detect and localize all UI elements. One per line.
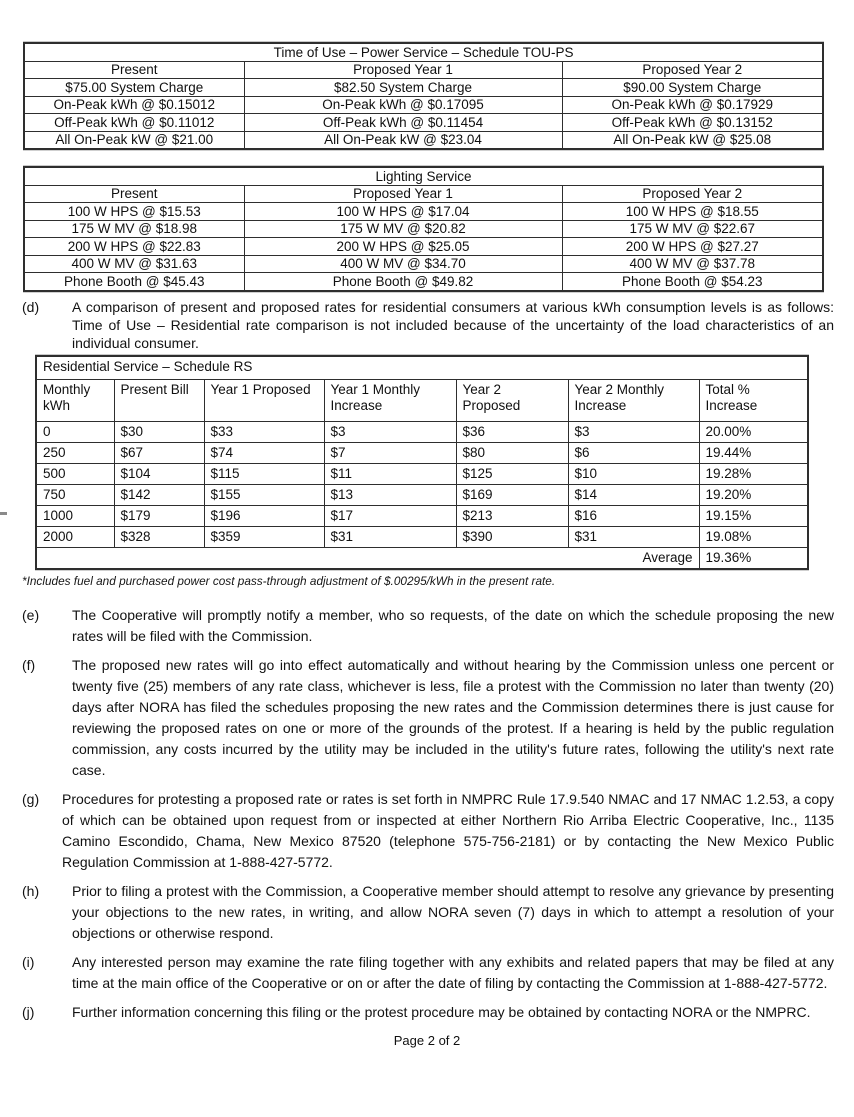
table-cell: 400 W MV @ $31.63 — [24, 255, 244, 273]
table-cell: $7 — [324, 442, 456, 463]
table-cell: $142 — [114, 484, 204, 505]
table-cell: $33 — [204, 421, 324, 442]
column-header: Year 2 Monthly Increase — [568, 379, 699, 421]
paragraph-label: (d) — [22, 298, 40, 315]
table-cell: $31 — [568, 526, 699, 547]
table-cell: 0 — [36, 421, 114, 442]
table-cell: 2000 — [36, 526, 114, 547]
paragraph-text: Procedures for protesting a proposed rate or rates is set forth in NMPRC Rule 17.9.540 NMAC and 17 NMAC 1.2.53, a copy of which can be obtained upon request from or inspected at either Northern Rio Arriba Electric Cooperative, Inc., 1135 Camino Escondido, Chama, New Mexico 87520 (telephone 575-756-2181) or by contacting the New Mexico Public Regulation Commission at 1-888-427-5772. — [62, 790, 834, 870]
table-cell: $31 — [324, 526, 456, 547]
table-cell: 20.00% — [699, 421, 808, 442]
table-cell: $74 — [204, 442, 324, 463]
table-row — [24, 96, 823, 114]
page-number: Page 2 of 2 — [393, 1032, 461, 1048]
table-cell: 19.20% — [699, 484, 808, 505]
table-row — [24, 273, 823, 291]
column-header: Proposed Year 2 — [562, 185, 823, 203]
table-row — [36, 442, 808, 463]
table-cell: 200 W HPS @ $25.05 — [244, 238, 562, 256]
table-cell: 19.28% — [699, 463, 808, 484]
table-cell: $75.00 System Charge — [24, 79, 244, 97]
table-cell: 100 W HPS @ $17.04 — [244, 203, 562, 221]
table-cell: $390 — [456, 526, 568, 547]
column-header: Proposed Year 2 — [562, 61, 823, 79]
table-row — [24, 255, 823, 273]
average-label: Average — [36, 547, 699, 569]
table-cell: 1000 — [36, 505, 114, 526]
table-cell: Phone Booth @ $49.82 — [244, 273, 562, 291]
table-cell: On-Peak kWh @ $0.15012 — [24, 96, 244, 114]
paragraph-h — [22, 881, 834, 944]
table-cell: 19.44% — [699, 442, 808, 463]
table-cell: 400 W MV @ $34.70 — [244, 255, 562, 273]
table-header-row — [36, 379, 808, 421]
table-row — [36, 421, 808, 442]
paragraph-text: Further information concerning this filing or the protest procedure may be obtained by contacting NORA or the NMPRC. — [72, 1003, 811, 1020]
paragraph-text: The Cooperative will promptly notify a member, who so requests, of the date on which the schedule proposing the new rates will be filed with the Commission. — [72, 606, 834, 644]
table-cell: $359 — [204, 526, 324, 547]
table-footnote: *Includes fuel and purchased power cost pass-through adjustment of $.00295/kWh in the present rate. — [22, 573, 556, 588]
table-cell: $30 — [114, 421, 204, 442]
paragraph-label: (j) — [22, 1003, 35, 1020]
table-cell: $6 — [568, 442, 699, 463]
column-header: Proposed Year 1 — [244, 61, 562, 79]
table-cell: Phone Booth @ $54.23 — [562, 273, 823, 291]
table-title: Time of Use – Power Service – Schedule TOU-PS — [24, 43, 823, 61]
table-row — [24, 238, 823, 256]
column-header: Year 1 Monthly Increase — [324, 379, 456, 421]
paragraph-e — [22, 605, 834, 647]
table-cell: $80 — [456, 442, 568, 463]
table-cell: $155 — [204, 484, 324, 505]
table-cell: $3 — [568, 421, 699, 442]
paragraph-g — [22, 789, 834, 873]
table-row — [36, 463, 808, 484]
table-cell: $196 — [204, 505, 324, 526]
table-title: Residential Service – Schedule RS — [36, 356, 808, 380]
table-cell: Off-Peak kWh @ $0.11454 — [244, 114, 562, 132]
table-cell: 175 W MV @ $22.67 — [562, 220, 823, 238]
average-value: 19.36% — [699, 547, 808, 569]
table-title: Lighting Service — [24, 167, 823, 185]
table-cell: 750 — [36, 484, 114, 505]
table-cell: 19.08% — [699, 526, 808, 547]
table-cell: 175 W MV @ $20.82 — [244, 220, 562, 238]
table-cell: All On-Peak kW @ $21.00 — [24, 131, 244, 149]
table-row — [24, 131, 823, 149]
table-row — [36, 526, 808, 547]
table-cell: 200 W HPS @ $22.83 — [24, 238, 244, 256]
table-row — [24, 79, 823, 97]
table-row — [36, 484, 808, 505]
table-title-row — [36, 356, 808, 380]
table-row — [24, 220, 823, 238]
column-header: Present — [24, 61, 244, 79]
table-cell: 100 W HPS @ $18.55 — [562, 203, 823, 221]
table-cell: On-Peak kWh @ $0.17095 — [244, 96, 562, 114]
table-cell: $213 — [456, 505, 568, 526]
table-cell: All On-Peak kW @ $25.08 — [562, 131, 823, 149]
table-cell: 400 W MV @ $37.78 — [562, 255, 823, 273]
paragraph-label: (e) — [22, 606, 40, 623]
paragraph-i — [22, 952, 834, 994]
table-title-row — [24, 43, 823, 61]
table-cell: $104 — [114, 463, 204, 484]
lighting-table — [23, 166, 824, 292]
table-header-row — [24, 61, 823, 79]
table-cell: $179 — [114, 505, 204, 526]
table-cell: $115 — [204, 463, 324, 484]
paragraph-label: (g) — [22, 790, 40, 807]
paragraph-label: (f) — [22, 656, 36, 673]
table-row — [24, 114, 823, 132]
paragraph-d — [22, 298, 834, 352]
table-cell: $11 — [324, 463, 456, 484]
tou-ps-table — [23, 42, 824, 150]
residential-table — [35, 355, 809, 570]
paragraph-label: (h) — [22, 882, 40, 899]
table-cell: $10 — [568, 463, 699, 484]
column-header: Present Bill — [114, 379, 204, 421]
table-cell: $82.50 System Charge — [244, 79, 562, 97]
table-title-row — [24, 167, 823, 185]
paragraph-text: Any interested person may examine the rate filing together with any exhibits and related papers that may be filed at any time at the main office of the Cooperative or on or after the date of filing by contacting the Commission at 1-888-427-5772. — [72, 953, 834, 991]
paragraph-j — [22, 1002, 834, 1023]
average-row — [36, 547, 808, 569]
table-cell: 100 W HPS @ $15.53 — [24, 203, 244, 221]
table-cell: $17 — [324, 505, 456, 526]
column-header: Present — [24, 185, 244, 203]
table-cell: $169 — [456, 484, 568, 505]
table-cell: All On-Peak kW @ $23.04 — [244, 131, 562, 149]
scan-artifact-mark — [0, 512, 7, 515]
table-cell: $90.00 System Charge — [562, 79, 823, 97]
column-header: Year 2 Proposed — [456, 379, 568, 421]
table-cell: 19.15% — [699, 505, 808, 526]
column-header: Monthly kWh — [36, 379, 114, 421]
paragraph-label: (i) — [22, 953, 35, 970]
table-cell: Off-Peak kWh @ $0.11012 — [24, 114, 244, 132]
table-cell: 500 — [36, 463, 114, 484]
table-cell: On-Peak kWh @ $0.17929 — [562, 96, 823, 114]
table-cell: 200 W HPS @ $27.27 — [562, 238, 823, 256]
column-header: Year 1 Proposed — [204, 379, 324, 421]
column-header: Proposed Year 1 — [244, 185, 562, 203]
table-row — [24, 203, 823, 221]
table-cell: $14 — [568, 484, 699, 505]
table-cell: Off-Peak kWh @ $0.13152 — [562, 114, 823, 132]
table-row — [36, 505, 808, 526]
table-cell: 175 W MV @ $18.98 — [24, 220, 244, 238]
paragraph-f — [22, 655, 834, 781]
table-header-row — [24, 185, 823, 203]
column-header: Total % Increase — [699, 379, 808, 421]
table-cell: $16 — [568, 505, 699, 526]
table-cell: $328 — [114, 526, 204, 547]
table-cell: Phone Booth @ $45.43 — [24, 273, 244, 291]
table-cell: $36 — [456, 421, 568, 442]
table-cell: 250 — [36, 442, 114, 463]
table-cell: $13 — [324, 484, 456, 505]
paragraph-text: Prior to filing a protest with the Commission, a Cooperative member should attempt to resolve any grievance by presenting your objections to the new rates, in writing, and allow NORA seven (7) days in which to attempt a resolution of your objections or otherwise respond. — [72, 882, 834, 941]
table-cell: $67 — [114, 442, 204, 463]
paragraph-text: The proposed new rates will go into effect automatically and without hearing by the Commission unless one percent or twenty five (25) members of any rate class, whichever is less, file a protest with the Commission no later than twenty (20) days after NORA has filed the schedules proposing the new rates and the Commission determines there is just cause for reviewing the proposed rates on one or more of the grounds of the protest. If a hearing is held by the public regulation commission, any costs incurred by the utility may be included in the utility's future rates, following the utility's next rate case. — [72, 656, 834, 778]
paragraph-text: A comparison of present and proposed rates for residential consumers at various kWh consumption levels is as follows: Time of Use – Residential rate comparison is not included because of the uncertainty of the load characteristics of an individual consumer. — [72, 298, 834, 351]
table-cell: $125 — [456, 463, 568, 484]
table-cell: $3 — [324, 421, 456, 442]
